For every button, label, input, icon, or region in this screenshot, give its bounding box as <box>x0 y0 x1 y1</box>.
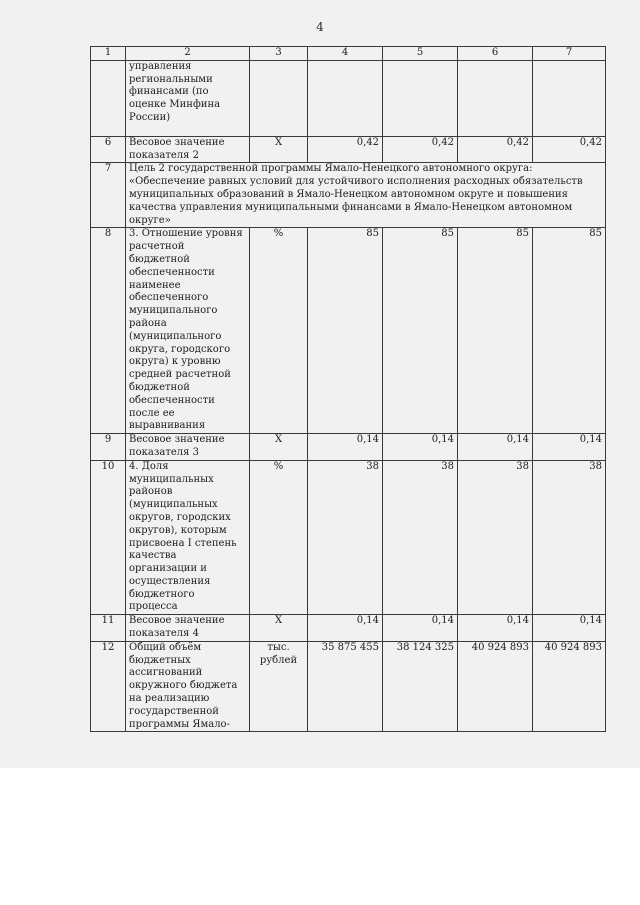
value-cell: 38 124 325 <box>383 641 458 732</box>
table-header-row <box>91 47 606 61</box>
indicator-name: Весовое значение показателя 3 <box>126 434 250 461</box>
row-number: 12 <box>91 641 126 732</box>
header-cell: 3 <box>250 47 308 61</box>
page-number: 4 <box>316 20 324 34</box>
table-row <box>91 136 606 163</box>
value-cell: 0,42 <box>533 136 606 163</box>
indicator-name: Общий объём бюджетных ассигнований окружного бюджета на реализацию государственной программы Ямало- <box>126 641 250 732</box>
value-cell: 0,42 <box>458 136 533 163</box>
table-row <box>91 434 606 461</box>
table-row <box>91 228 606 434</box>
unit: X <box>250 434 308 461</box>
header-cell: 4 <box>308 47 383 61</box>
row-number: 6 <box>91 136 126 163</box>
table-row <box>91 60 606 136</box>
indicator-name: Весовое значение показателя 4 <box>126 615 250 642</box>
value-cell: 0,42 <box>383 136 458 163</box>
table-row <box>91 641 606 732</box>
value-cell: 0,14 <box>533 434 606 461</box>
value-cell: 0,14 <box>458 615 533 642</box>
value-cell: 85 <box>458 228 533 434</box>
indicators-table <box>90 46 606 732</box>
value-cell: 85 <box>383 228 458 434</box>
row-number: 8 <box>91 228 126 434</box>
table-row <box>91 460 606 615</box>
unit <box>250 60 308 136</box>
value-cell: 85 <box>533 228 606 434</box>
header-cell: 2 <box>126 47 250 61</box>
value-cell: 38 <box>533 460 606 615</box>
value-cell: 0,14 <box>308 434 383 461</box>
header-cell: 1 <box>91 47 126 61</box>
unit: % <box>250 460 308 615</box>
value-cell: 38 <box>458 460 533 615</box>
value-cell: 38 <box>383 460 458 615</box>
value-cell: 38 <box>308 460 383 615</box>
value-cell: 0,14 <box>383 434 458 461</box>
goal-row <box>91 163 606 228</box>
header-cell: 6 <box>458 47 533 61</box>
unit: X <box>250 136 308 163</box>
unit: тыс. рублей <box>250 641 308 732</box>
value-cell: 40 924 893 <box>458 641 533 732</box>
value-cell: 85 <box>308 228 383 434</box>
goal-text: Цель 2 государственной программы Ямало-Ненецкого автономного округа: «Обеспечение равных условий для устойчивого исполнения расходных обязательств муниципальных образований в Ямало-Ненецком автономном округе и повышения качества управления муниципальными финансами в Ямало-Ненецком автономном округе» <box>126 163 606 228</box>
table-row <box>91 615 606 642</box>
value-cell <box>383 60 458 136</box>
header-cell: 7 <box>533 47 606 61</box>
indicator-name: управления региональными финансами (по оценке Минфина России) <box>126 60 250 136</box>
row-number <box>91 60 126 136</box>
unit: X <box>250 615 308 642</box>
value-cell: 0,14 <box>308 615 383 642</box>
value-cell: 0,14 <box>533 615 606 642</box>
value-cell: 0,42 <box>308 136 383 163</box>
row-number: 11 <box>91 615 126 642</box>
value-cell: 35 875 455 <box>308 641 383 732</box>
row-number: 10 <box>91 460 126 615</box>
value-cell <box>458 60 533 136</box>
row-number: 7 <box>91 163 126 228</box>
indicator-name: Весовое значение показателя 2 <box>126 136 250 163</box>
row-number: 9 <box>91 434 126 461</box>
header-cell: 5 <box>383 47 458 61</box>
value-cell: 0,14 <box>383 615 458 642</box>
unit: % <box>250 228 308 434</box>
value-cell <box>533 60 606 136</box>
indicator-name: 4. Доля муниципальных районов (муниципальных округов, городских округов), которым присвоена I степень качества организации и осуществления бюджетного процесса <box>126 460 250 615</box>
value-cell: 40 924 893 <box>533 641 606 732</box>
indicator-name: 3. Отношение уровня расчетной бюджетной обеспеченности наименее обеспеченного муниципального района (муниципального округа, городского округа) к уровню средней расчетной бюджетной обеспеченности после ее выравнивания <box>126 228 250 434</box>
value-cell <box>308 60 383 136</box>
value-cell: 0,14 <box>458 434 533 461</box>
